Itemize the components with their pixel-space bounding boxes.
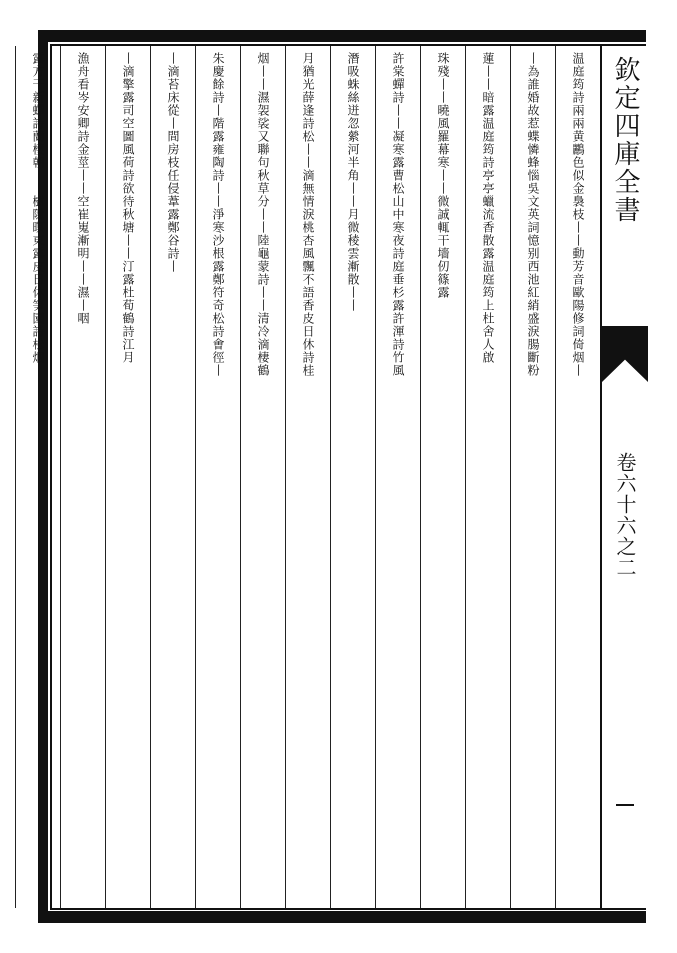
text-column-5: 許棠蟬詩丨丨凝寒露曹松山中寒夜詩庭垂杉露許渾詩竹風 [375, 46, 420, 908]
text-column-8: 烟丨丨濕袈裟又聯句秋草分丨丨陸龜蒙詩丨丨清冷滴棲鶴 [240, 46, 285, 908]
book-title: 欽定四庫全書 [610, 56, 640, 224]
text-columns [31, 46, 600, 908]
volume-label: 卷六十六之二 [613, 452, 637, 578]
margin-header [600, 44, 646, 910]
text-column-3: 蓮丨丨暗露温庭筠詩亭亭蠟流香散露温庭筠上杜舍人啟 [465, 46, 510, 908]
text-column-6: 潛吸蛛絲迸忽縈河半角丨丨月微稜雲漸散丨丨 [330, 46, 375, 908]
text-column-11: 丨滴擎露司空圖風荷詩欲待秋塘丨丨汀露杜荀鶴詩江月 [105, 46, 150, 908]
text-column-14 [0, 46, 15, 908]
fishtail-mark-icon [602, 326, 648, 382]
text-column-9: 朱慶餘詩丨階露雍陶詩丨丨淨寒沙根露鄭符奇松詩㑹徑丨 [195, 46, 240, 908]
text-column-13: 露方干新蟬詩蘭棲朝丨丨樹隱暝東露皮日休笋園詩松烟丨 [15, 46, 60, 908]
text-column-4: 珠殘丨丨曉風羅幕寒丨丨微誠輒干墻仞篠露 [420, 46, 465, 908]
text-column-10: 丨滴苔床從丨間房枝任侵葦露鄭谷詩丨 [150, 46, 195, 908]
text-column-2: 丨為誰婚故惹蝶憐蜂惱吳文英詞憶别西池紅綃盛淚腸斷粉 [510, 46, 555, 908]
text-column-12: 漁舟看岑安卿詩金莖丨丨空崔嵬漸明丨丨濕丨咽 [60, 46, 105, 908]
text-column-1: 温庭筠詩兩兩黄鸝色似金裊枝丨丨動芳音歐陽修詞倚烟丨 [555, 46, 600, 908]
margin-tick-mark [616, 804, 634, 806]
text-column-7: 月猶光薛逢詩松丨丨滴無情淚桃杏風飄不語香皮日休詩桂 [285, 46, 330, 908]
